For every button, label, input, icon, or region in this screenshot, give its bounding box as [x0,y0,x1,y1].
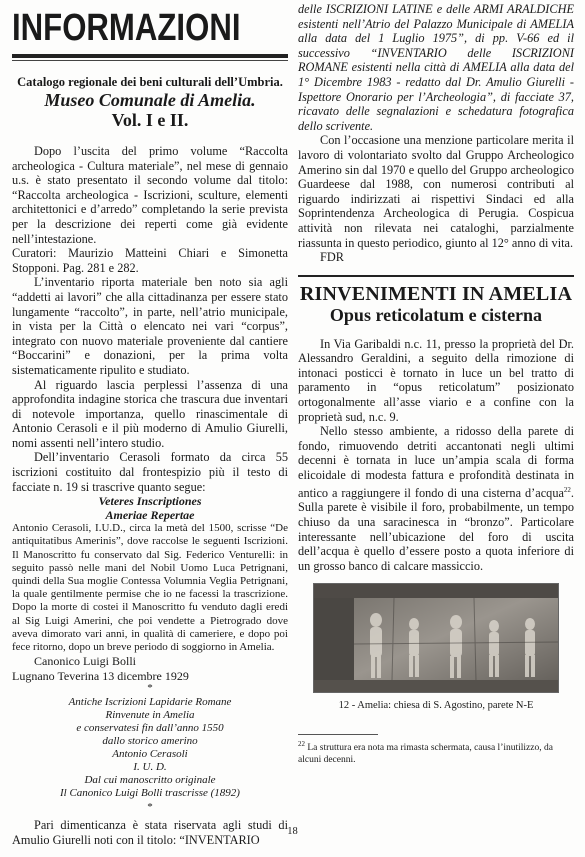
place-date: Lugnano Teverina 13 dicembre 1929 [12,668,189,683]
museum-title: Museo Comunale di Amelia. [44,90,256,110]
manuscript-title-line: Dal cui manoscritto originale [84,774,216,787]
separator-star: * [147,682,153,695]
museum-paragraph-5-continued: delle ISCRIZIONI LATINE e delle ARMI ARALDICHE esistenti nell’Atrio del Palazzo Municipale di AMELIA alla data del 1 Luglio 1975”, di pp. V-66 ed il successivo “INVENTARIO delle ISCRIZIONI ROMANE esistenti nella città di AMELIA alla data del 1° Dicembre 1983 - redatto dal Dr. Amulio Giurelli - Ispettore Onorario per l’Archeologia”, di facciate 37, ricavato delle segnalazioni e schedatura fotografica dello scrivente. [298,2,574,133]
manuscript-title-line: dallo storico amerino [102,735,198,748]
museum-paragraph-5: Pari dimenticanza è stata riservata agli studi di Amulio Giurelli noti con il titolo: “INVENTARIO [12,818,288,848]
catalog-line: Catalogo regionale dei beni culturali dell’Umbria. [17,75,283,89]
manuscript-title-line: I. U. D. [133,761,167,774]
relief-photo-image [314,584,559,693]
manuscript-title-line: Il Canonico Luigi Bolli trascrisse (1892) [60,787,240,800]
signature: Canonico Luigi Bolli [34,654,136,669]
museum-paragraph-3: Al riguardo lascia perplessi l’assenza di una approfondita indagine storica che trascura due inventari di notevole importanza, quello rinascimentale di Antonio Cerasoli e il più moderno di Amulio Giurelli, nomi assenti nell’intero studio. [12,377,288,450]
manuscript-title-block [12,696,288,800]
museum-paragraph-6: Con l’occasione una menzione particolare merita il lavoro di volontariato svolto dal Gruppo Archeologico Amerino sin dal 1970 e quello del Gruppo archeologico Guardeese dal 1988, con numerosi contributi al riguardo indirizzati ai rispettivi Sindaci ed alla Soprintendenza Archeologica di Perugia. Cospicua attività non rilevata nei cataloghi, parzialmente riassunta in questo periodico, giunto al 12° anno di vita. [298,133,574,250]
veteres-heading: Veteres Inscriptiones [98,494,202,509]
findings-paragraph-1: In Via Garibaldi n.c. 11, presso la proprietà del Dr. Alessandro Geraldini, a seguito della rimozione di intonaci posticci è tornato in luce un bel tratto di paramento in “opus reticolatum” posizionato ortogonalmente all’asse viario e a confine con la proprietà sud, n.c. 9. [298,336,574,424]
findings-paragraph-2-text: Nello stesso ambiente, a ridosso della parete di fondo, rimuovendo detriti accantonati negli ultimi decenni è tornata in luce un’ampia scala di forma elicoidale di modesta fattura e profondità destinata in antico a raggiungere il fondo di una cisterna d’acqua [298,424,574,500]
separator-star: * [147,801,153,814]
museum-paragraph-2: L’inventario riporta materiale ben noto sia agli “addetti ai lavori” che alla cittadinanza per essere stato lungamente “raccolto”, in parte, nell’atrio municipale, in vista per la Città o elencato nei vari “corpus”, integrato con nuovo materiale proveniente dal cantiere “Boccarini” e donazioni, per la prima volta sistematicamente ripulito e studiato. [12,275,288,377]
section-header-title: INFORMAZIONI [12,7,241,49]
footnote-text: La struttura era nota ma rimasta schermata, causa l’inutilizzo, da alcuni decenni. [298,743,553,765]
header-rule-thin [12,60,288,61]
cerasoli-quote: Antonio Cerasoli, I.U.D., circa la metà del 1500, scrisse “De antiquitatibus Amerinis”, dove raccolse le seguenti Iscrizioni. Il Manoscritto fu conservato dal Sig. Federico Venturelli: in seguito passò nelle mani del Nobil Uomo Luca Petrignani, quindi della Sua moglie Contessa Volumnia Veglia Petrignani, la quale gentilmente permise che io ne facessi la trascrizione. Dopo la morte di costei il Manoscritto fu venduto dagli eredi al Sig Luigi Amerini, che poi vendette a Pietrogrado dove aveva dimorato vari anni, in qualità di cameriere, e dopo poi fece ritorno, dopo un breve periodo di soggiorno in Amelia. [12,522,288,654]
findings-title: RINVENIMENTI IN AMELIA [299,282,573,305]
header-rule-thick [12,54,288,58]
findings-paragraph-2 [298,424,574,573]
manuscript-title-line: Rinvenute in Amelia [105,709,195,722]
manuscript-title-line: Antonio Cerasoli [112,748,188,761]
volumes-line: Vol. I e II. [111,110,189,130]
curators-line: Curatori: Maurizio Matteini Chiari e Simonetta Stopponi. Pag. 281 e 282. [12,246,288,275]
footnote [298,739,574,766]
author-initials: FDR [320,250,344,265]
left-column [12,8,288,848]
manuscript-title-line: e conservatesi fin dall’anno 1550 [76,722,224,735]
relief-photo [313,583,559,693]
footnote-number: 22 [298,740,305,749]
right-column [298,2,574,766]
photo-caption: 12 - Amelia: chiesa di S. Agostino, parete N-E [338,700,534,712]
section-rule [298,275,574,277]
footnote-rule [298,734,378,735]
manuscript-title-line: Antiche Iscrizioni Lapidarie Romane [68,696,232,709]
findings-paragraph-2-end: . Sulla parete è visibile il foro, probabilmente, un tempo chiuso da una saracinesca in “bronzo”. Particolare interessante nell’ubicazione del foro di uscita dell’acqua è quello d’essere posto a quota inferiore di un grosso banco di calcare massiccio. [298,485,574,573]
findings-subtitle: Opus reticolatum e cisterna [329,304,543,325]
page-number: 18 [287,826,298,837]
ameriae-heading: Ameriae Repertae [105,508,195,523]
museum-paragraph-4: Dell’inventario Cerasoli formato da circa 55 iscrizioni costituito dal frontespizio più il testo di facciate n. 19 si trascrive quanto segue: [12,450,288,494]
museum-paragraph-1: Dopo l’uscita del primo volume “Raccolta archeologica - Cultura materiale”, nel mese di gennaio u.s. è stato presentato il secondo volume dal titolo: “Raccolta archeologica - Iscrizioni, sculture, elementi architettonici e d’arredo” completando la serie prevista per la descrizione dei reperti come già evidente nell’intestazione. [12,144,288,246]
footnote-reference: 22 [563,485,571,494]
